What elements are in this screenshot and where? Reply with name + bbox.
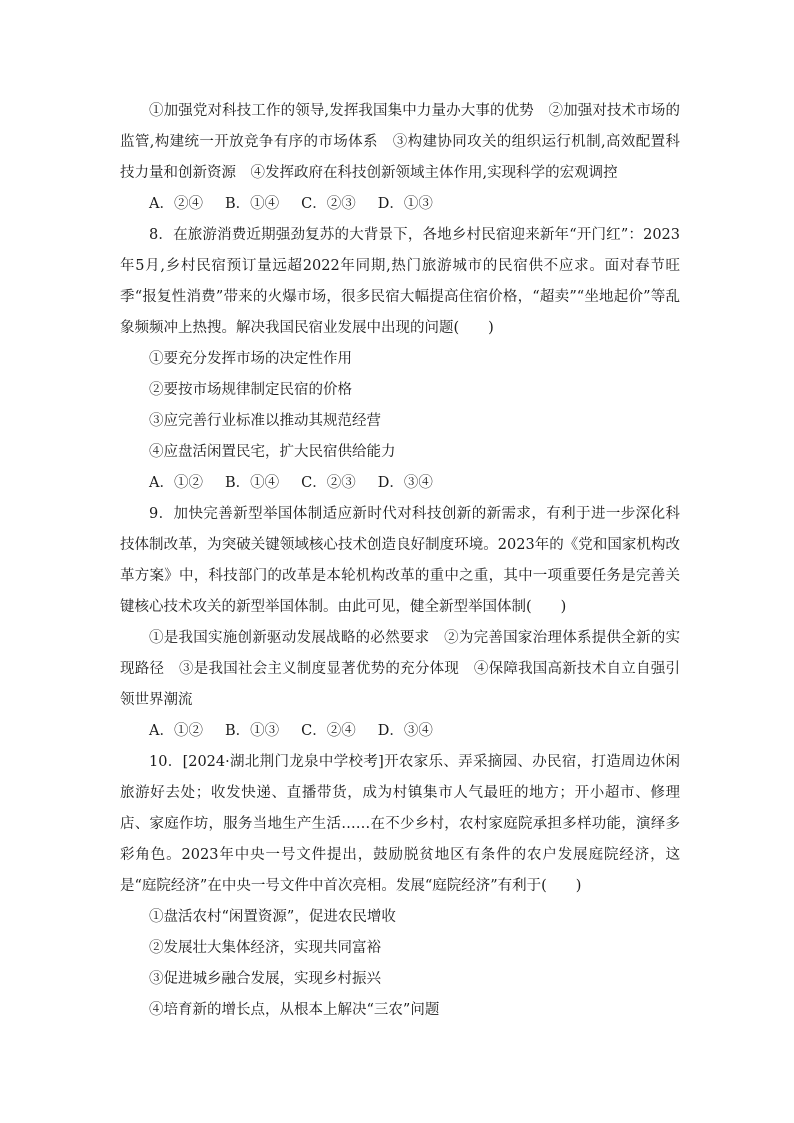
q7-choices <box>120 189 680 220</box>
q9-choice-d: D．③④ <box>377 723 433 739</box>
q7-choice-d: D．①③ <box>377 196 433 212</box>
q7-choice-b: B．①④ <box>224 196 280 212</box>
q9-choice-b: B．①③ <box>224 723 280 739</box>
q8-option-4: ④应盘活闲置民宅，扩大民宿供给能力 <box>149 444 396 460</box>
q8-choice-d: D．③④ <box>377 475 433 491</box>
q8-choices <box>120 468 680 499</box>
q9-choice-c: C．②④ <box>301 723 356 739</box>
q8-choice-a: A．①② <box>149 475 203 491</box>
q7-choice-a: A．②④ <box>149 196 203 212</box>
q10-option-2: ②发展壮大集体经济，实现共同富裕 <box>149 940 381 956</box>
q8-option-1: ①要充分发挥市场的决定性作用 <box>149 351 352 367</box>
q9-statements: ①是我国实施创新驱动发展战略的必然要求 ②为完善国家治理体系提供全新的实现路径 ③是我国社会主义制度显著优势的充分体现 ④保障我国高新技术自立自强引领世界潮流 <box>120 630 680 708</box>
q9-choices <box>120 716 680 747</box>
q8-option-3: ③应完善行业标准以推动其规范经营 <box>149 413 381 429</box>
q10-option-3: ③促进城乡融合发展，实现乡村振兴 <box>149 971 381 987</box>
q7-statements: ①加强党对科技工作的领导,发挥我国集中力量办大事的优势 ②加强对技术市场的监管,构建统一开放竞争有序的市场体系 ③构建协同攻关的组织运行机制,高效配置科技力量和创新资源 ④发挥政府在科技创新领域主体作用,实现科学的宏观调控 <box>120 103 680 181</box>
q8-stem: 8．在旅游消费近期强劲复苏的大背景下，各地乡村民宿迎来新年“开门红”：2023年5月,乡村民宿预订量远超2022年同期,热门旅游城市的民宿供不应求。面对春节旺季“报复性消费”带来的火爆市场，很多民宿大幅提高住宿价格，“超卖”“坐地起价”等乱象频频冲上热搜。解决我国民宿业发展中出现的问题( ) <box>120 227 680 336</box>
q10-option-4: ④培育新的增长点，从根本上解决“三农”问题 <box>149 1002 440 1018</box>
q10-stem: 10．[2024·湖北荆门龙泉中学校考]开农家乐、弄采摘园、办民宿，打造周边休闲旅游好去处；收发快递、直播带货，成为村镇集市人气最旺的地方；开小超市、修理店、家庭作坊，服务当地生产生活……在不少乡村，农村家庭院承担多样功能，演绎多彩角色。2023年中央一号文件提出，鼓励脱贫地区有条件的农户发展庭院经济，这是“庭院经济”在中央一号文件中首次亮相。发展“庭院经济”有利于( ) <box>120 754 680 894</box>
q9-choice-a: A．①② <box>149 723 203 739</box>
q10-option-1: ①盘活农村“闲置资源”，促进农民增收 <box>149 909 396 925</box>
q9-stem: 9．加快完善新型举国体制适应新时代对科技创新的新需求，有利于进一步深化科技体制改革，为突破关键领域核心技术创造良好制度环境。2023年的《党和国家机构改革方案》中，科技部门的改革是本轮机构改革的重中之重，其中一项重要任务是完善关键核心技术攻关的新型举国体制。由此可见，健全新型举国体制( ) <box>120 506 680 615</box>
q8-choice-b: B．①④ <box>224 475 280 491</box>
q8-option-2: ②要按市场规律制定民宿的价格 <box>149 382 352 398</box>
q7-choice-c: C．②③ <box>301 196 356 212</box>
question-content <box>120 96 680 1026</box>
q8-choice-c: C．②③ <box>301 475 356 491</box>
